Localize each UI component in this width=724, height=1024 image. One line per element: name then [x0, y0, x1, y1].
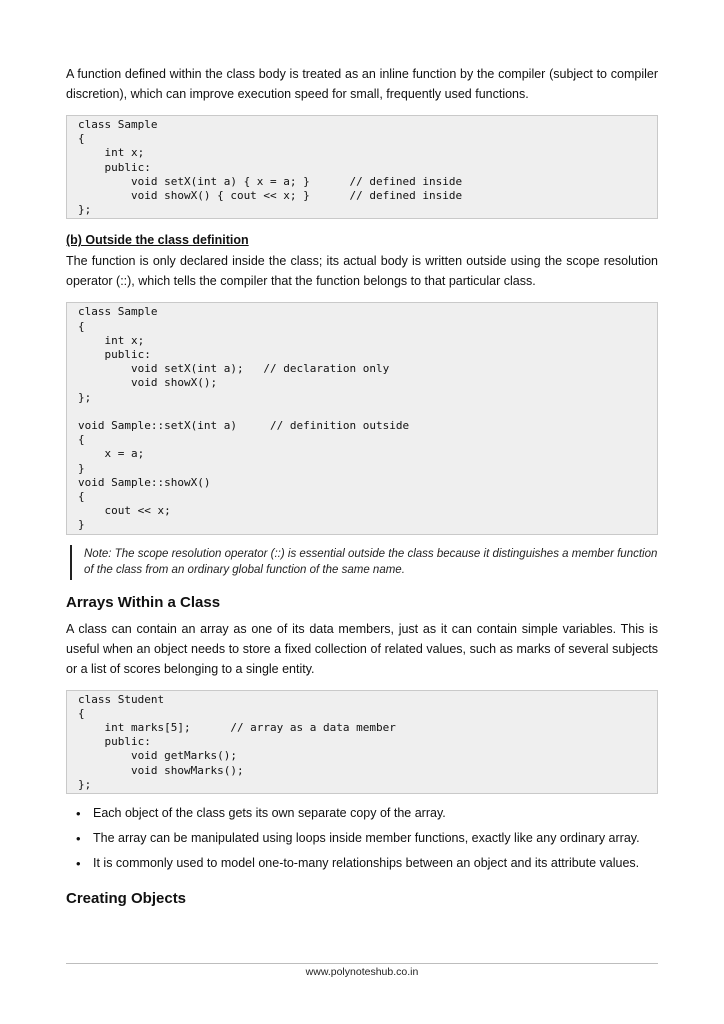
outside-paragraph: The function is only declared inside the class; its actual body is written outside using the scope resolution operator (::), which tells the compiler that the function belongs to that particular class.: [66, 254, 658, 289]
footer-divider: [66, 963, 658, 964]
scope-resolution-note: Note: The scope resolution operator (::) is essential outside the class because it distinguishes a member function of the class from an ordinary global function of the same name.: [70, 545, 658, 580]
code-block-student-class: class Student { int marks[5]; // array as a data member public: void getMarks(); void showMarks(); };: [66, 690, 658, 794]
arrays-paragraph: A class can contain an array as one of its data members, just as it can contain simple variables. This is useful when an object needs to store a fixed collection of related values, such as marks of several subjects or a list of scores belonging to a single entity.: [66, 621, 658, 676]
subheading-outside-class: (b) Outside the class definition: [66, 233, 249, 248]
bullet-icon: •: [76, 856, 81, 872]
code-block-inline-definition: class Sample { int x; public: void setX(int a) { x = a; } // defined inside void showX() { cout << x; } // defined inside };: [66, 115, 658, 219]
code-block-outside-definition: class Sample { int x; public: void setX(int a); // declaration only void showX(); }; void Sample::setX(int a) // definition outside { x = a; } void Sample::showX() { cout << x; }: [66, 302, 658, 534]
list-item: • The array can be manipulated using loops inside member functions, exactly like any ordinary array.: [76, 831, 640, 847]
list-item: • It is commonly used to model one-to-many relationships between an object and its attribute values.: [76, 856, 640, 872]
intro-paragraph: A function defined within the class body is treated as an inline function by the compiler (subject to compiler discretion), which can improve execution speed for small, frequently used functions.: [66, 67, 658, 101]
heading-creating-objects: Creating Objects: [66, 890, 187, 908]
list-item: • Each object of the class gets its own separate copy of the array.: [76, 806, 446, 822]
arrays-bullet-list: [66, 805, 658, 872]
page-content: [66, 62, 658, 910]
bullet-icon: •: [76, 806, 81, 822]
bullet-icon: •: [76, 831, 81, 847]
heading-arrays-within-class: Arrays Within a Class: [66, 593, 221, 611]
footer-url[interactable]: www.polynoteshub.co.in: [305, 966, 419, 978]
